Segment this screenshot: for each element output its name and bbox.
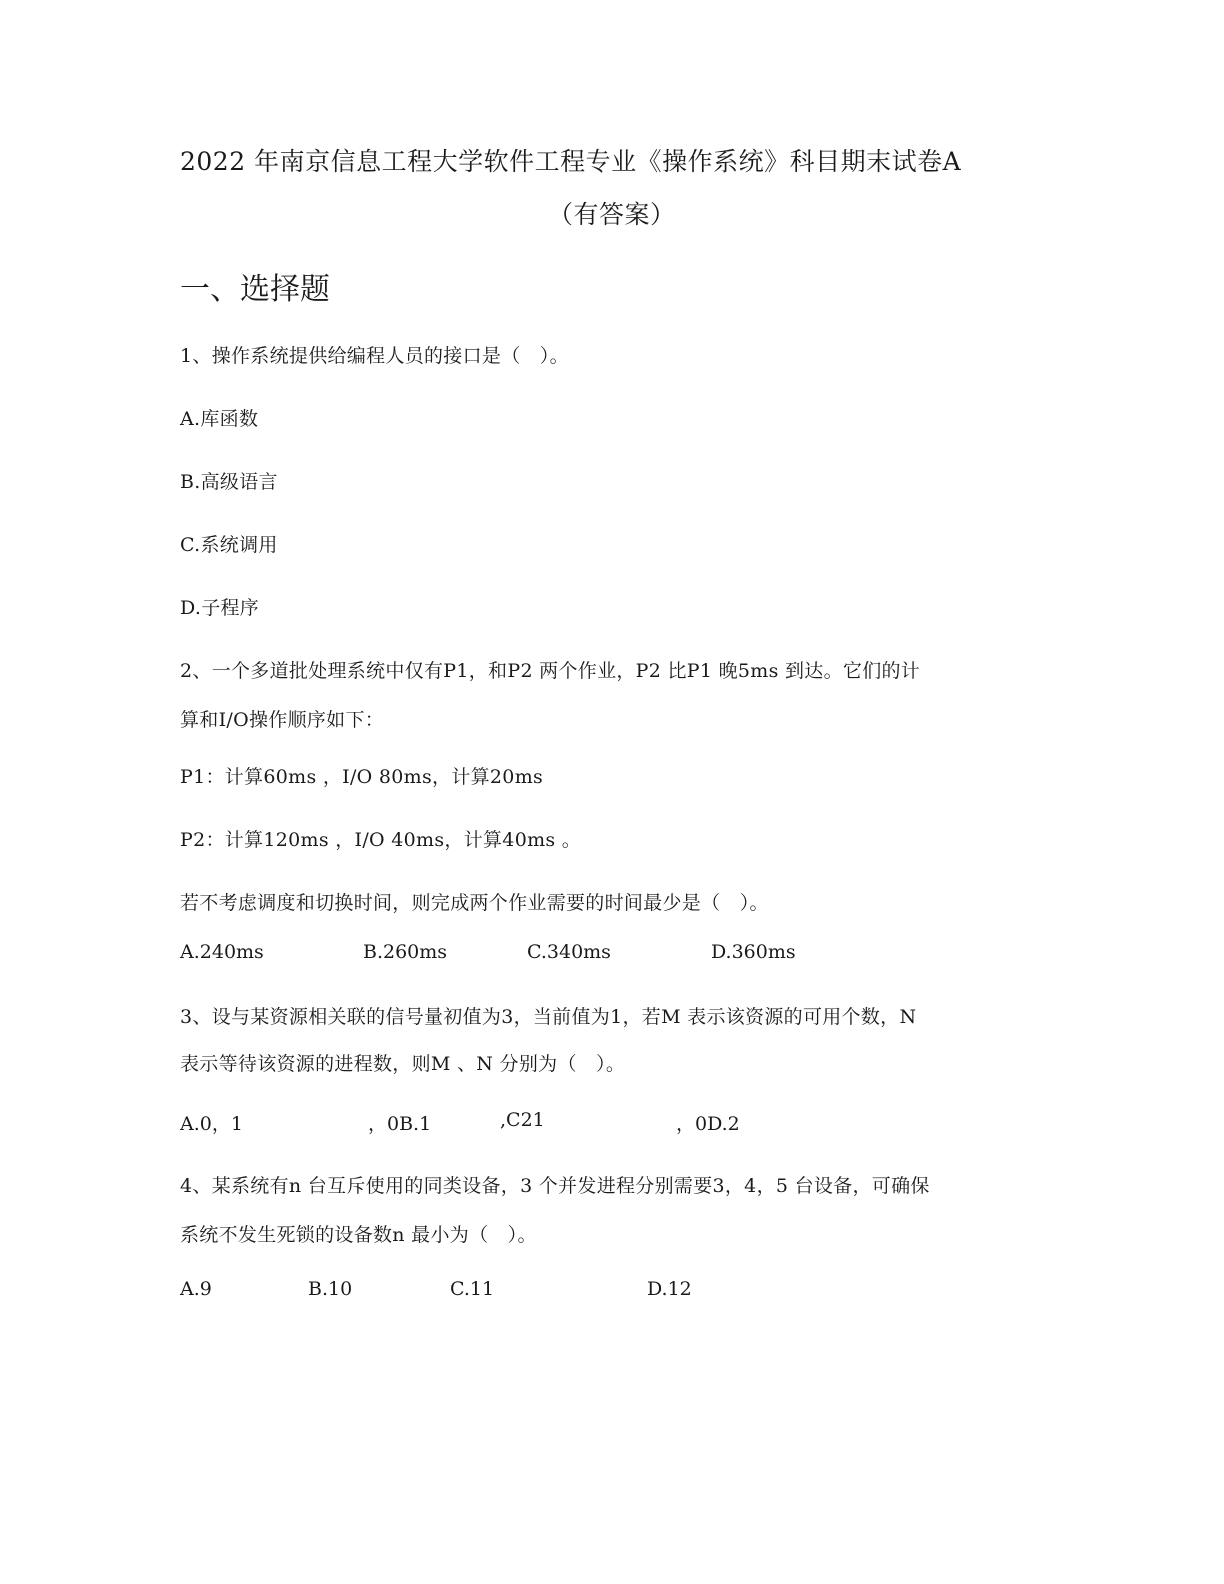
question-4-option-c: C.11 bbox=[450, 1278, 495, 1300]
question-3-stem-line-1: 3、设与某资源相关联的信号量初值为3，当前值为1，若M 表示该资源的可用个数，N bbox=[180, 1006, 917, 1028]
question-3-option-d: ，0D.2 bbox=[676, 1113, 740, 1135]
document-title-line-2: （有答案） bbox=[548, 200, 676, 229]
question-2-option-d: D.360ms bbox=[711, 941, 796, 963]
question-4-option-a: A.9 bbox=[180, 1278, 212, 1300]
question-2-stem-line-2: 算和I/O操作顺序如下： bbox=[180, 709, 385, 731]
question-1-option-b: B.高级语言 bbox=[180, 471, 278, 493]
question-2-prompt: 若不考虑调度和切换时间，则完成两个作业需要的时间最少是（ ）。 bbox=[180, 892, 769, 914]
question-2-p1-sequence: P1：计算60ms ，I/O 80ms，计算20ms bbox=[180, 766, 544, 788]
question-3-option-a: A.0，1 bbox=[180, 1113, 243, 1135]
question-3-stem-line-2: 表示等待该资源的进程数，则M 、N 分别为（ ）。 bbox=[180, 1053, 626, 1075]
question-4-stem-line-1: 4、某系统有n 台互斥使用的同类设备，3 个并发进程分别需要3，4，5 台设备，可确保 bbox=[180, 1175, 930, 1197]
question-2-p2-sequence: P2：计算120ms ，I/O 40ms，计算40ms 。 bbox=[180, 829, 582, 851]
document-title-line-1: 2022 年南京信息工程大学软件工程专业《操作系统》科目期末试卷A bbox=[180, 147, 962, 176]
question-4-option-d: D.12 bbox=[647, 1278, 692, 1300]
question-1-option-c: C.系统调用 bbox=[180, 534, 278, 556]
question-2-option-c: C.340ms bbox=[527, 941, 611, 963]
question-1-stem: 1、操作系统提供给编程人员的接口是（ ）。 bbox=[180, 345, 569, 367]
question-3-option-c: ,C21 bbox=[500, 1109, 545, 1131]
question-1-option-d: D.子程序 bbox=[180, 597, 260, 619]
question-2-stem-line-1: 2、一个多道批处理系统中仅有P1，和P2 两个作业，P2 比P1 晚5ms 到达。它们的计 bbox=[180, 660, 921, 682]
question-3-option-b: ，0B.1 bbox=[368, 1113, 432, 1135]
question-1-option-a: A.库函数 bbox=[180, 408, 259, 430]
section-heading: 一、选择题 bbox=[180, 272, 330, 307]
question-2-option-b: B.260ms bbox=[363, 941, 448, 963]
question-2-option-a: A.240ms bbox=[180, 941, 264, 963]
question-4-stem-line-2: 系统不发生死锁的设备数n 最小为（ ）。 bbox=[180, 1224, 537, 1246]
question-4-option-b: B.10 bbox=[308, 1278, 353, 1300]
